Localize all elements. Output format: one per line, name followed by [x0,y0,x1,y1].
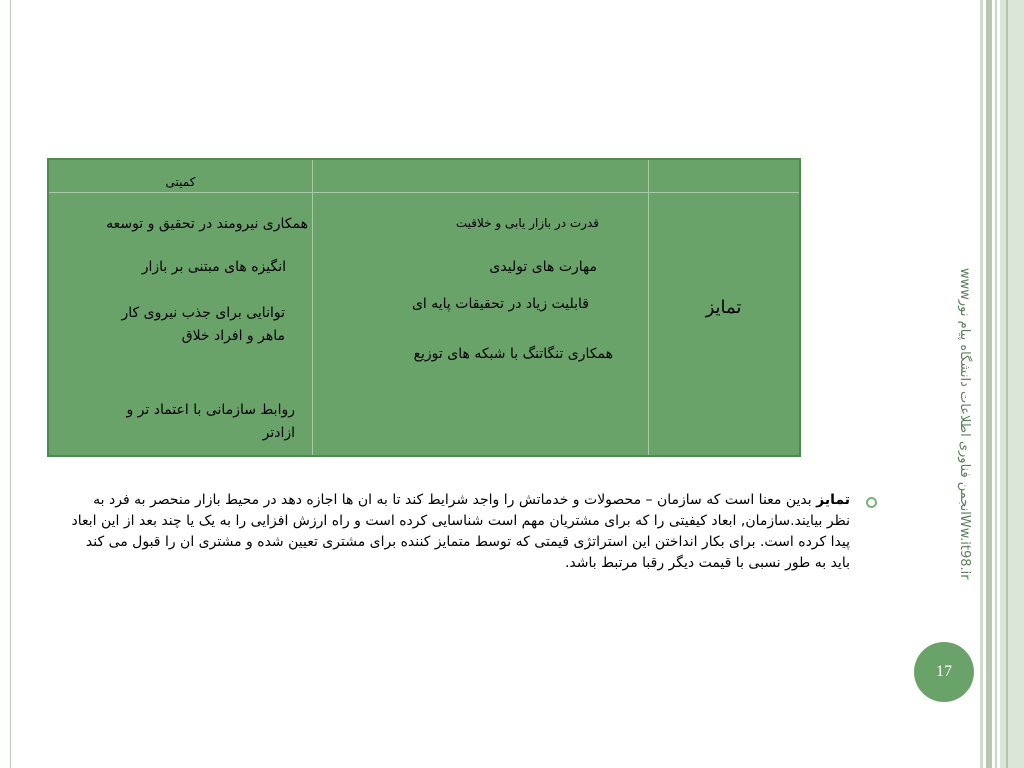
body-paragraph [66,490,850,574]
right-decor-band [1006,0,1008,768]
left-border-line [10,0,11,768]
right-decor-band [986,0,992,768]
table-cell-text: همکاری نیرومند در تحقیق و توسعه [106,216,308,232]
page-number-badge: 17 [914,642,974,702]
row-label: تمایز [705,297,742,318]
table-cell-text: توانایی برای جذب نیروی کار [121,305,285,321]
side-caption-fa: wwwانجمن فناوری اطلاعات دانشگاه پیام نور [957,268,972,515]
table-cell-text: مهارت های تولیدی [489,259,597,275]
table-cell-text: روابط سازمانی با اعتماد تر و [126,402,295,418]
paragraph-bold-term: تمایز [816,492,850,508]
bullet-icon [866,497,877,508]
comparison-table [47,158,801,457]
right-decor-band [980,0,983,768]
paragraph-text: بدین معنا است که سازمان – محصولات و خدماتش را واجد شرایط کند تا به ان ها اجازه دهد در محیط بازار منحصر به فرد به نظر بیایند.سازمان, ابعاد کیفیتی را که برای مشتریان مهم است شناسایی کرده است و راه ارزش افزایی را به یک یا چند بعد از این ابعاد پیدا کرده است. برای بکار انداختن این استراتژی قیمتی که توسط متمایز کننده برای مشتری تعیین شده و مشتری ان را قبول می کند باید به طور نسبی با قیمت دیگر رقبا مرتبط باشد. [71,492,850,571]
table-cell-text: همکاری تنگاتنگ با شبکه های توزیع [413,346,613,362]
table-cell-text: انگیزه های مبتنی بر بازار [141,259,286,275]
table-header-cell: کمیتی [165,175,196,189]
right-decor-band [995,0,997,768]
side-caption-en: Ww.it98.ir [957,514,972,580]
right-decor-band [1000,0,1024,768]
table-cell-text: ماهر و افراد خلاق [181,328,285,344]
table-divider [49,192,799,193]
table-cell-text: قدرت در بازار یابی و خلاقیت [455,216,599,230]
table-cell-text: قابلیت زیاد در تحقیقات پایه ای [411,296,589,312]
vertical-side-caption [948,268,972,588]
table-cell-text: ازادتر [262,425,295,441]
table-divider [312,160,313,455]
